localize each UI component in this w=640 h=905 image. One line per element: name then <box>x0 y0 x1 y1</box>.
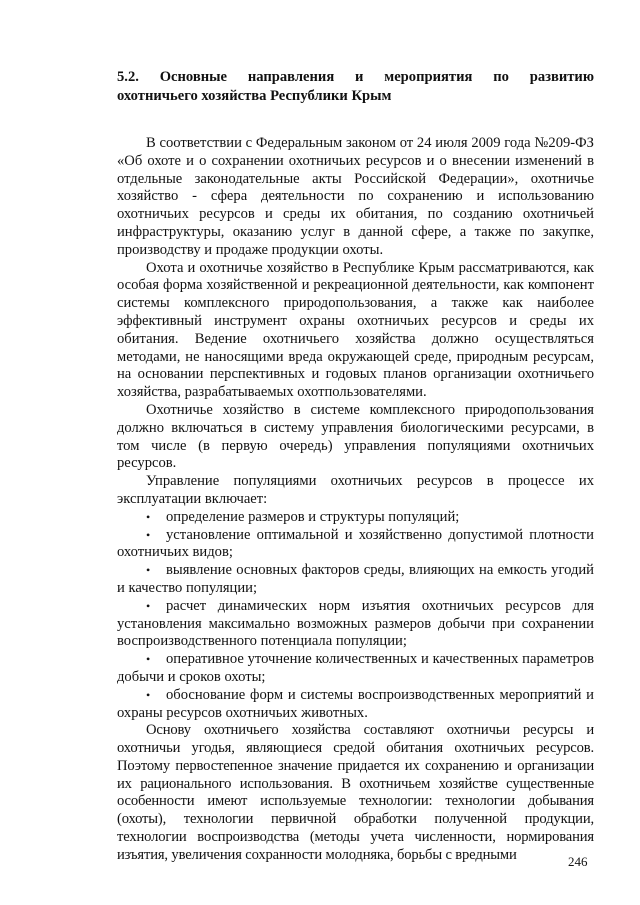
list-item: • установление оптимальной и хозяйственно допустимой плотности охотничьих видов; <box>117 526 594 561</box>
bullet-icon: • <box>146 598 151 613</box>
section-heading-line-1: 5.2. Основные направления и мероприятия по развитию <box>117 69 594 85</box>
list-item: • обоснование форм и системы воспроизводственных мероприятий и охраны ресурсов охотничьих животных. <box>117 686 594 721</box>
document-page <box>117 68 594 865</box>
paragraph-resource-management: Охотничье хозяйство в системе комплексного природопользования должно включаться в систему управления биологическими ресурсами, в том числе (в первую очередь) управления популяциями охотничьих ресурсов. <box>117 401 594 472</box>
bullet-icon: • <box>146 687 151 702</box>
list-item: • определение размеров и структуры популяций; <box>146 508 460 525</box>
bullet-icon: • <box>146 527 151 542</box>
list-item: • оперативное уточнение количественных и качественных параметров добычи и сроков охоты; <box>117 651 594 685</box>
section-heading-line-2: охотничьего хозяйства Республики Крым <box>117 88 392 104</box>
list-item: • выявление основных факторов среды, влияющих на емкость угодий и качество популяции; <box>117 562 594 596</box>
paragraph-crimea-hunting: Охота и охотничье хозяйство в Республике Крым рассматриваются, как особая форма хозяйственной и рекреационной деятельности, как компонент системы комплексного природопользования, а также как наиболее эффективный инструмент охраны охотничьих ресурсов и среды их обитания. Ведение охотничьего хозяйства должно осуществляться методами, не наносящими вреда окружающей среде, природным ресурсам, на основании перспективных и годовых планов организации охотничьего хозяйства, разрабатываемых охотпользователями. <box>117 259 594 401</box>
bullet-icon: • <box>146 652 151 667</box>
management-measures-list <box>117 509 594 723</box>
paragraph-population-management: Управление популяциями охотничьих ресурсов в процессе их эксплуатации включает: <box>117 473 594 507</box>
bullet-icon: • <box>146 563 151 578</box>
section-heading <box>117 68 594 106</box>
bullet-icon: • <box>146 509 151 524</box>
paragraph-hunting-basis: Основу охотничьего хозяйства составляют охотничьи ресурсы и охотничьи угодья, являющиеся средой обитания охотничьих ресурсов. Поэтому первостепенное значение придается их сохранению и организации их рационального использования. В охотничьем хозяйстве существенные особенности имеют используемые технологии: технологии добывания (охоты), технологии первичной обработки полученной продукции, технологии воспроизводства (методы учета численности, нормирования изъятия, увеличения сохранности молодняка, борьбы с вредными <box>117 722 594 863</box>
paragraph-definition: В соответствии с Федеральным законом от 24 июля 2009 года №209-ФЗ «Об охоте и о сохранении охотничьих ресурсов и о внесении изменений в отдельные законодательные акты Российской Федерации», охотничье хозяйство - сфера деятельности по сохранению и использованию охотничьих ресурсов и среды их обитания, по созданию охотничьей инфраструктуры, оказанию услуг в данной сфере, а также по закупке, производству и продаже продукции охоты. <box>117 135 594 258</box>
page-number: 246 <box>568 854 588 869</box>
list-item: • расчет динамических норм изъятия охотничьих ресурсов для установления максимально возможных размеров добычи при сохранении воспроизводственного потенциала популяции; <box>117 597 594 650</box>
